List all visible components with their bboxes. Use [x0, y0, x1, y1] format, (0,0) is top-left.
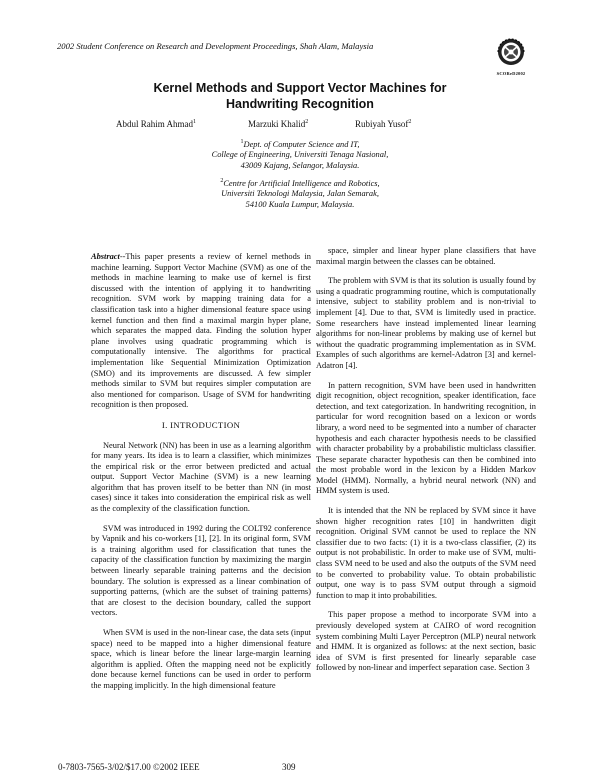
logo-caption: SCOReD2002 — [496, 71, 526, 76]
affiliation-1 — [150, 137, 450, 171]
author-mark: 2 — [305, 119, 309, 125]
conference-header: 2002 Student Conference on Research and Development Proceedings, Shah Alam, Malaysia — [57, 41, 374, 51]
body-paragraph: This paper propose a method to incorporate SVM into a previously developed system at CAIRO of word recognition system combining Multi Layer Perceptron (MLP) neural network and HMM. It is organized as follows: at the next section, basic idea of SVM is first presented for linearly separable case followed by non-linear and imperfect separation case. Section 3 — [316, 610, 536, 673]
body-paragraph: space, simpler and linear hyper plane classifiers that have maximal margin between the classes can be obtained. — [316, 246, 536, 266]
body-paragraph: When SVM is used in the non-linear case, the data sets (input space) need to be mapped into a higher dimensional feature space, which is linear before the linear large-margin learning algorithm is applied. Often the mapping need not be explicitly done because kernel functions can be used in order to perform the mapping implicitly. In the high dimensional feature — [91, 628, 311, 690]
author-3 — [355, 119, 411, 129]
conference-logo — [480, 36, 542, 80]
page-number: 309 — [282, 762, 296, 772]
author-name: Marzuki Khalid — [248, 119, 306, 129]
body-paragraph: The problem with SVM is that its solution is usually found by using a quadratic programming routine, which is computationally intensive, subject to stability problem and is non-trivial to implement [4]. Due to that, SVM is limitedly used in practice. Some researchers have instead implemented linear learning algorithms for non-linear problems by making use of kernel but without the quadratic programming implementation as in SVM. Examples of such algorithms are kernel-Adatron [3] and kernel-Adatron [4]. — [316, 276, 536, 370]
title-line-1: Kernel Methods and Support Vector Machines for — [153, 81, 447, 95]
abstract-text: --This paper presents a review of kernel methods in machine learning. Support Vector Machine (SVM) as one of the methods in machine learning to make use of kernel is first discussed with the intention of applying it to handwriting recognition. SVM work by mapping training data for a classification task into a higher dimensional feature space using kernel function and then find a maximal margin hyper plane, which separates the mapped data. Finding the solution hyper plane involves using quadratic programming which is computationally intensive. The algorithms for practical implementation like Sequential Minimization Optimization (SMO) and its improvements are discussed. A few simpler methods similar to SVM but requires simpler computation are also mentioned for comparison. Usage of SVM for handwriting recognition is then proposed. — [91, 252, 311, 410]
section-heading-introduction: I. INTRODUCTION — [161, 419, 241, 430]
left-column — [91, 252, 311, 701]
author-1 — [116, 119, 196, 129]
scored-logo-icon — [480, 36, 542, 72]
author-mark: 2 — [408, 119, 412, 125]
affiliation-line: College of Engineering, Universiti Tenaga Nasional, — [211, 150, 389, 160]
body-paragraph: Neural Network (NN) has been in use as a learning algorithm for many years. Its idea is to learn a classifier, which minimizes the empirical risk or the error between predicted and actual output. Support Vector Machine (SVM) is a new learning algorithm that has proven itself to be better than NN (in most cases) since it takes into consideration the empirical risk as well as the complexity of the classification function. — [91, 440, 311, 514]
author-name: Abdul Rahim Ahmad — [116, 119, 193, 129]
author-2 — [248, 119, 308, 129]
affiliation-line: $^2$Centre for Artificial Intelligence and Robotics, — [220, 178, 380, 188]
title-line-2: Handwriting Recognition — [226, 97, 374, 111]
affiliation-mark: 1 — [240, 139, 244, 145]
affiliation-line: $^1$Dept. of Computer Science and IT, — [240, 139, 360, 149]
body-paragraph: SVM was introduced in 1992 during the COLT92 conference by Vapnik and his co-workers [1], [2]. In its original form, SVM is a training algorithm used for classification that tunes the capacity of the classification function by maximizing the margin between linearly separable training patterns and the decision boundary. The solution is expressed as a linear combination of supporting patterns, (which are the subset of training patterns) that are closest to the decision boundary, called the support vectors. — [91, 523, 311, 618]
affiliation-line: 43009 Kajang, Selangor, Malaysia. — [240, 160, 360, 170]
right-column — [316, 246, 536, 683]
affiliation-line: 54100 Kuala Lumpur, Malaysia. — [245, 199, 355, 209]
abstract-label: Abstract — [91, 252, 120, 261]
footer-isbn: 0-7803-7565-3/02/$17.00 ©2002 IEEE — [58, 762, 200, 772]
affiliation-line: Universiti Teknologi Malaysia, Jalan Semarak, — [221, 189, 379, 199]
affiliation-2 — [150, 176, 450, 210]
abstract — [91, 252, 311, 411]
paper-title — [60, 80, 540, 112]
author-name: Rubiyah Yusof — [355, 119, 409, 129]
body-paragraph: In pattern recognition, SVM have been used in handwritten digit recognition, object recognition, speaker identification, face detection, and text categorization. In handwriting recognition, in particular for word recognition based on a lexicon or words library, a word need to be segmented into a number of character hypothesis and each character hypothesis needs to be classified with character probability by a probabilistic multiclass classifier. These separate character hypothesis can then be combined into the most probable word in the lexicon by a Hidden Markov Model (HMM). Normally, a hybrid neural network (NN) and HMM system is used. — [316, 380, 536, 496]
author-mark: 1 — [193, 119, 196, 125]
body-paragraph: It is intended that the NN be replaced by SVM since it have shown higher recognition rates [10] in handwritten digit recognition. Original SVM cannot be used to replace the NN classifier due to two facts: (1) it is a two-class classifier, (2) its output is not probabilistic. In order to make use of SVM, multi-class SVM need to be used and also the outputs of the SVM need to be converted to probability value. To obtain probabilistic output, one way is to pass SVM output through a sigmoid function to map it into probabilities. — [316, 506, 536, 600]
affiliation-mark: 2 — [220, 178, 224, 184]
